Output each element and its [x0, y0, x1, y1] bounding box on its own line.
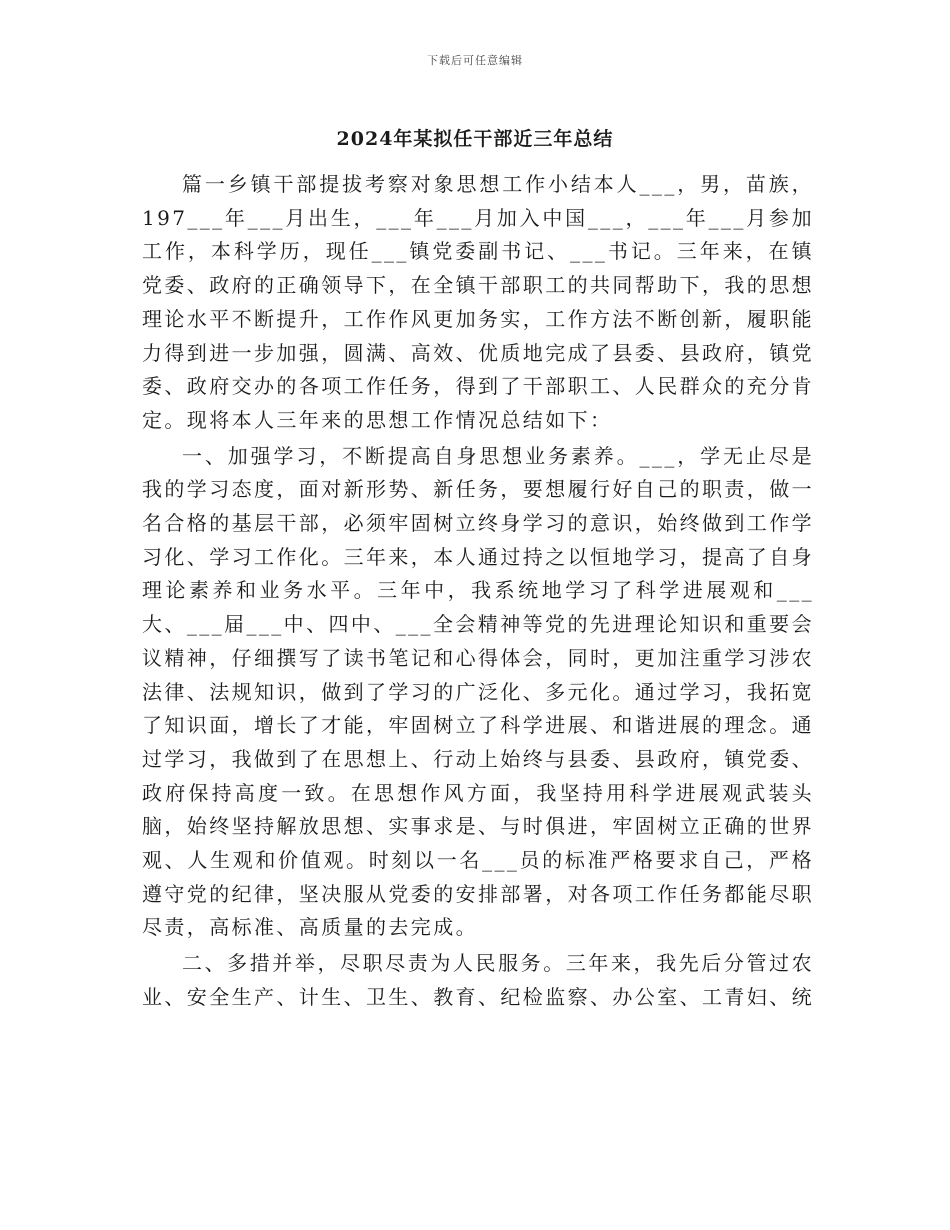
- paragraph-section-1: 一、加强学习，不断提高自身思想业务素养。___，学无止尽是我的学习态度，面对新形势、新任务，要想履行好自己的职责，做一名合格的基层干部，必须牢固树立终身学习的意识，始终做到工作学习化、学习工作化。三年来，本人通过持之以恒地学习，提高了自身理论素养和业务水平。三年中，我系统地学习了科学进展观和___大、___届___中、四中、___全会精神等党的先进理论知识和重要会议精神，仔细撰写了读书笔记和心得体会，同时，更加注重学习涉农法律、法规知识，做到了学习的广泛化、多元化。通过学习，我拓宽了知识面，增长了才能，牢固树立了科学进展、和谐进展的理念。通过学习，我做到了在思想上、行动上始终与县委、县政府，镇党委、政府保持高度一致。在思想作风方面，我坚持用科学进展观武装头脑，始终坚持解放思想、实事求是、与时俱进，牢固树立正确的世界观、人生观和价值观。时刻以一名___员的标准严格要求自己，严格遵守党的纪律，坚决服从党委的安排部署，对各项工作任务都能尽职尽责，高标准、高质量的去完成。: [142, 443, 814, 940]
- document-body: [142, 168, 814, 1015]
- document-title: 2024年某拟任干部近三年总结: [336, 128, 614, 150]
- paragraph-intro: 篇一乡镇干部提拔考察对象思想工作小结本人___，男，苗族，197___年___月出生，___年___月加入中国___，___年___月参加工作，本科学历，现任___镇党委副书记、___书记。三年来，在镇党委、政府的正确领导下，在全镇干部职工的共同帮助下，我的思想理论水平不断提升，工作作风更加务实，工作方法不断创新，履职能力得到进一步加强，圆满、高效、优质地完成了县委、县政府，镇党委、政府交办的各项工作任务，得到了干部职工、人民群众的充分肯定。现将本人三年来的思想工作情况总结如下：: [142, 172, 814, 432]
- paragraph-section-2: 二、多措并举，尽职尽责为人民服务。三年来，我先后分管过农业、安全生产、计生、卫生、教育、纪检监察、办公室、工青妇、统: [142, 951, 814, 1009]
- header-note: 下载后可任意编辑: [427, 54, 523, 67]
